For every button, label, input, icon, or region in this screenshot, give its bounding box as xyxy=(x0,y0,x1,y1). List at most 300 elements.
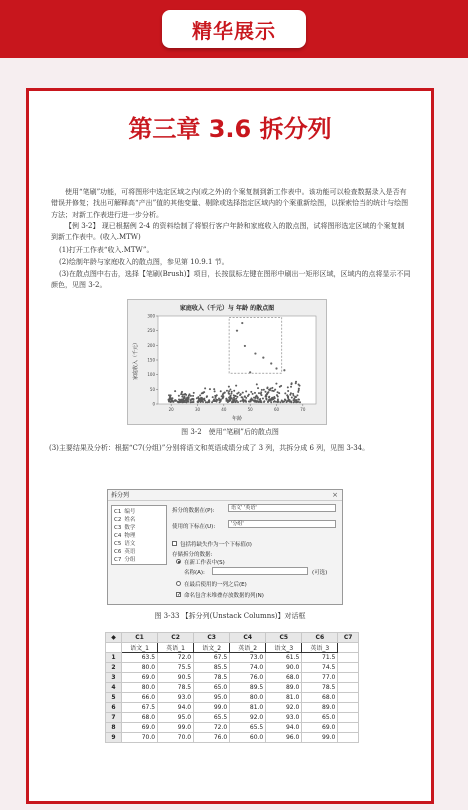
table-row xyxy=(106,713,359,723)
table-cell[interactable]: 75.5 xyxy=(158,663,194,673)
scatter-point xyxy=(256,400,258,402)
subscript-label: 使用的下标在(U): xyxy=(172,524,216,530)
scatter-point xyxy=(248,394,250,396)
scatter-point xyxy=(225,398,227,400)
table-cell[interactable]: 89.0 xyxy=(266,683,302,693)
variable-name: 语文 xyxy=(124,541,136,547)
banner xyxy=(162,10,306,48)
variable-name: 编号 xyxy=(124,509,136,515)
page-fade xyxy=(29,781,431,804)
store-label: 存储拆分的数据: xyxy=(172,552,213,558)
scatter-point xyxy=(192,395,194,397)
scatter-point xyxy=(257,387,259,389)
scatter-point xyxy=(209,388,211,390)
scatter-point xyxy=(261,394,263,396)
table-cell[interactable]: 78.5 xyxy=(158,683,194,693)
scatter-point xyxy=(262,357,264,359)
column-header[interactable]: C1 xyxy=(122,633,158,643)
table-cell[interactable]: 72.0 xyxy=(194,723,230,733)
scatter-point xyxy=(202,401,204,403)
y-tick-label: 50 xyxy=(149,386,155,392)
scatter-point xyxy=(192,399,194,401)
new-sheet-label: 在新工作表中(S) xyxy=(184,560,225,566)
y-axis-label: 家庭收入（千元） xyxy=(133,339,139,381)
scatter-point xyxy=(219,401,221,403)
new-sheet-radio[interactable] xyxy=(176,559,181,564)
table-cell[interactable]: 70.0 xyxy=(158,733,194,743)
scatter-point xyxy=(233,390,235,392)
scatter-point xyxy=(206,396,208,398)
plot-area xyxy=(158,316,316,404)
scatter-point xyxy=(174,400,176,402)
variable-column: C3 xyxy=(114,525,122,531)
table-cell[interactable]: 69.0 xyxy=(122,723,158,733)
scatter-point xyxy=(295,401,297,403)
table-cell[interactable]: 61.5 xyxy=(266,653,302,663)
table-row xyxy=(106,693,359,703)
table-cell[interactable]: 76.0 xyxy=(230,673,266,683)
name-columns-checkbox[interactable]: ✓ xyxy=(177,592,182,598)
y-tick-label: 150 xyxy=(147,357,155,363)
document-page xyxy=(26,88,434,804)
variable-item[interactable] xyxy=(114,508,164,516)
after-last-column-radio[interactable] xyxy=(176,581,181,586)
scatter-point xyxy=(220,398,222,400)
scatter-point xyxy=(270,388,272,390)
variable-name: 物理 xyxy=(124,533,136,539)
scatter-point xyxy=(267,387,269,389)
scatter-plot xyxy=(128,300,326,424)
include-missing-label: 包括将缺失作为一个下标值(I) xyxy=(180,542,252,548)
y-tick-label: 0 xyxy=(152,401,155,407)
table-cell[interactable]: 72.0 xyxy=(158,653,194,663)
scatter-point xyxy=(290,401,292,403)
scatter-point xyxy=(257,397,259,399)
variable-column: C2 xyxy=(114,517,122,523)
scatter-point xyxy=(200,397,202,399)
scatter-point xyxy=(193,392,195,394)
column-header[interactable]: C5 xyxy=(266,633,302,643)
scatter-point xyxy=(259,398,261,400)
variable-item[interactable] xyxy=(114,540,164,548)
variable-item[interactable] xyxy=(114,548,164,556)
column-header[interactable]: C6 xyxy=(302,633,338,643)
scatter-point xyxy=(277,401,279,403)
column-name-cell[interactable]: 英语_3 xyxy=(302,643,338,653)
scatter-point xyxy=(236,393,238,395)
table-cell[interactable]: 65.5 xyxy=(230,723,266,733)
scatter-point xyxy=(273,390,275,392)
table-cell[interactable] xyxy=(338,693,359,703)
table-cell[interactable]: 94.0 xyxy=(158,703,194,713)
scatter-point xyxy=(298,399,300,401)
scatter-point xyxy=(265,395,267,397)
table-row xyxy=(106,653,359,663)
scatter-point xyxy=(231,391,233,393)
scatter-point xyxy=(244,400,246,402)
split-data-input[interactable]: 语文' '英语' xyxy=(228,504,336,512)
row-number[interactable]: 1 xyxy=(106,653,122,663)
table-cell[interactable]: 93.0 xyxy=(266,713,302,723)
table-cell[interactable]: 99.0 xyxy=(158,723,194,733)
scatter-point xyxy=(252,393,254,395)
scatter-figure xyxy=(127,299,327,425)
variable-item[interactable] xyxy=(114,524,164,532)
table-cell[interactable]: 65.0 xyxy=(194,683,230,693)
scatter-point xyxy=(203,398,205,400)
scatter-point xyxy=(294,396,296,398)
row-number[interactable]: 9 xyxy=(106,733,122,743)
table-cell[interactable]: 68.0 xyxy=(122,713,158,723)
scatter-point xyxy=(185,394,187,396)
variable-column: C1 xyxy=(114,509,122,515)
scatter-point xyxy=(253,397,255,399)
column-header[interactable]: C7 xyxy=(338,633,359,643)
table-cell[interactable]: 92.0 xyxy=(230,713,266,723)
x-tick-label: 60 xyxy=(273,407,280,412)
table-cell[interactable]: 89.0 xyxy=(302,703,338,713)
scatter-point xyxy=(256,383,258,385)
row-number[interactable]: 7 xyxy=(106,713,122,723)
scatter-point xyxy=(281,399,283,401)
table-row xyxy=(106,723,359,733)
figure-3-2-caption: 图 3-2 使用“笔刷”后的散点图 xyxy=(181,428,279,436)
scatter-point xyxy=(261,389,263,391)
scatter-point xyxy=(213,388,215,390)
table-cell[interactable]: 80.0 xyxy=(122,683,158,693)
column-name-cell[interactable]: 英语_2 xyxy=(230,643,266,653)
table-cell[interactable]: 81.0 xyxy=(230,703,266,713)
scatter-point xyxy=(199,394,201,396)
scatter-point xyxy=(170,397,172,399)
subscript-input[interactable]: '分组' xyxy=(228,520,336,528)
scatter-point xyxy=(228,386,230,388)
paragraph-step-3: (3)在散点图中右击，选择【笔刷(Brush)】项目，长按鼠标左键在图形中刷出一矩形区域，区域内的点将显示不同颜色，见图 3-2。 xyxy=(51,270,411,290)
scatter-point xyxy=(233,397,235,399)
scatter-point xyxy=(259,401,261,403)
table-cell[interactable]: 99.0 xyxy=(302,733,338,743)
scatter-point xyxy=(245,390,247,392)
column-header[interactable]: C2 xyxy=(158,633,194,643)
scatter-point xyxy=(197,396,199,398)
scatter-point xyxy=(269,400,271,402)
close-icon[interactable]: × xyxy=(332,491,338,499)
x-tick-label: 50 xyxy=(247,407,253,412)
scatter-point xyxy=(297,391,299,393)
variable-item[interactable] xyxy=(114,532,164,540)
row-number[interactable]: 4 xyxy=(106,683,122,693)
variable-column: C5 xyxy=(114,541,122,547)
y-tick-label: 200 xyxy=(147,342,155,348)
table-cell[interactable]: 90.0 xyxy=(266,663,302,673)
table-cell[interactable]: 67.5 xyxy=(122,703,158,713)
worksheet-table xyxy=(105,632,359,743)
chapter-title: 第三章 3.6 拆分列 xyxy=(128,115,332,143)
sheet-name-input[interactable] xyxy=(212,567,308,575)
scatter-point xyxy=(188,396,190,398)
scatter-point xyxy=(214,390,216,392)
scatter-point xyxy=(287,386,289,388)
scatter-point xyxy=(214,400,216,402)
variable-item[interactable] xyxy=(114,516,164,524)
scatter-point xyxy=(287,397,289,399)
scatter-point xyxy=(277,396,279,398)
scatter-point xyxy=(280,385,282,387)
y-tick-label: 100 xyxy=(147,372,155,378)
scatter-point xyxy=(183,397,185,399)
scatter-point xyxy=(262,397,264,399)
scatter-point xyxy=(226,390,228,392)
scatter-point xyxy=(275,383,277,385)
scatter-point xyxy=(250,391,252,393)
scatter-point xyxy=(256,395,258,397)
scatter-point xyxy=(228,390,230,392)
scatter-point xyxy=(187,401,189,403)
table-cell[interactable]: 78.5 xyxy=(302,683,338,693)
table-cell[interactable]: 81.0 xyxy=(266,693,302,703)
x-axis-label: 年龄 xyxy=(231,416,243,422)
variable-name: 姓名 xyxy=(124,517,136,523)
column-header[interactable]: C3 xyxy=(194,633,230,643)
paragraph-step-2: (2)绘制年龄与家庭收入的散点图，参见第 10.9.1 节。 xyxy=(59,258,229,266)
table-cell[interactable] xyxy=(338,663,359,673)
scatter-point xyxy=(189,393,191,395)
scatter-point xyxy=(296,394,298,396)
column-name-cell[interactable] xyxy=(338,643,359,653)
variable-name: 分组 xyxy=(124,557,136,563)
scatter-point xyxy=(188,398,190,400)
table-cell[interactable]: 69.0 xyxy=(122,673,158,683)
scatter-point xyxy=(268,396,270,398)
scatter-point xyxy=(284,392,286,394)
scatter-point xyxy=(293,401,295,403)
scatter-point xyxy=(275,367,277,369)
variable-name: 英语 xyxy=(124,549,136,555)
table-cell[interactable]: 66.0 xyxy=(122,693,158,703)
table-cell[interactable] xyxy=(338,723,359,733)
scatter-point xyxy=(208,401,210,403)
scatter-point xyxy=(230,393,232,395)
table-cell[interactable]: 63.5 xyxy=(122,653,158,663)
table-cell[interactable]: 90.5 xyxy=(158,673,194,683)
scatter-point xyxy=(263,401,265,403)
scatter-point xyxy=(172,401,174,403)
table-row xyxy=(106,733,359,743)
scatter-point xyxy=(283,401,285,403)
table-cell[interactable]: 71.5 xyxy=(302,653,338,663)
scatter-point xyxy=(236,330,238,332)
scatter-point xyxy=(174,390,176,392)
unstack-dialog xyxy=(107,489,343,605)
row-number[interactable]: 2 xyxy=(106,663,122,673)
scatter-point xyxy=(266,398,268,400)
table-cell[interactable]: 68.0 xyxy=(302,693,338,703)
scatter-point xyxy=(183,401,185,403)
column-name-cell[interactable]: 英语_1 xyxy=(158,643,194,653)
scatter-point xyxy=(181,391,183,393)
x-tick-label: 70 xyxy=(300,407,306,412)
table-cell[interactable]: 78.5 xyxy=(194,673,230,683)
row-number[interactable]: 3 xyxy=(106,673,122,683)
scatter-point xyxy=(220,390,222,392)
scatter-point xyxy=(299,401,301,403)
scatter-point xyxy=(170,401,172,403)
x-tick-label: 20 xyxy=(168,407,174,412)
table-row xyxy=(106,683,359,693)
x-tick-label: 30 xyxy=(194,407,201,412)
scatter-point xyxy=(290,386,292,388)
scatter-point xyxy=(254,352,256,354)
paragraph-step-1: (1)打开工作表“收入.MTW”。 xyxy=(59,246,154,254)
scatter-point xyxy=(215,395,217,397)
scatter-point xyxy=(270,401,272,403)
scatter-point xyxy=(295,399,297,401)
scatter-point xyxy=(226,400,228,402)
sheet-name-label: 名称(A): xyxy=(184,570,205,576)
scatter-point xyxy=(286,394,288,396)
scatter-point xyxy=(240,393,242,395)
name-row-corner xyxy=(106,643,122,653)
scatter-point xyxy=(264,391,266,393)
scatter-point xyxy=(228,393,230,395)
banner-title: 精华展示 xyxy=(192,18,276,43)
table-cell[interactable]: 69.0 xyxy=(302,723,338,733)
scatter-point xyxy=(241,322,243,324)
scatter-point xyxy=(192,401,194,403)
table-cell[interactable]: 70.0 xyxy=(122,733,158,743)
scatter-point xyxy=(279,401,281,403)
column-name-cell[interactable]: 语文_2 xyxy=(194,643,230,653)
scatter-point xyxy=(293,394,295,396)
table-cell[interactable]: 93.0 xyxy=(158,693,194,703)
scatter-point xyxy=(254,392,256,394)
scatter-point xyxy=(291,397,293,399)
scatter-point xyxy=(178,401,180,403)
table-cell[interactable]: 95.0 xyxy=(158,713,194,723)
table-row xyxy=(106,673,359,683)
table-row xyxy=(106,663,359,673)
scatter-point xyxy=(216,401,218,403)
table-cell[interactable] xyxy=(338,733,359,743)
table-cell[interactable]: 67.5 xyxy=(194,653,230,663)
paragraph-intro: 使用“笔刷”功能，可将图形中选定区域之内(或之外)的个案复制到新工作表中。该功能可以检查数据录入是否有错误并修复；找出可解释高“产出”值的其他变量、剔除或选择指定区域内的个案重新绘图，以探索恰当的统计与绘图方法；对新工作表进行进一步分析。 xyxy=(51,188,409,219)
scatter-point xyxy=(271,397,273,399)
scatter-point xyxy=(236,396,238,398)
table-cell[interactable]: 74.0 xyxy=(230,663,266,673)
table-cell[interactable]: 74.5 xyxy=(302,663,338,673)
column-name-cell[interactable]: 语文_1 xyxy=(122,643,158,653)
scatter-point xyxy=(216,399,218,401)
scatter-point xyxy=(232,401,234,403)
column-header[interactable]: C4 xyxy=(230,633,266,643)
table-cell[interactable]: 77.0 xyxy=(302,673,338,683)
sheet-corner[interactable]: ◆ xyxy=(106,633,122,643)
table-cell[interactable]: 76.0 xyxy=(194,733,230,743)
scatter-point xyxy=(267,391,269,393)
table-cell[interactable]: 99.0 xyxy=(194,703,230,713)
include-missing-checkbox[interactable] xyxy=(172,541,177,546)
variable-column: C4 xyxy=(114,533,122,539)
scatter-point xyxy=(250,397,252,399)
table-row xyxy=(106,703,359,713)
table-cell[interactable] xyxy=(338,673,359,683)
row-number[interactable]: 5 xyxy=(106,693,122,703)
scatter-point xyxy=(236,400,238,402)
scatter-point xyxy=(229,400,231,402)
scatter-point xyxy=(224,391,226,393)
row-number[interactable]: 8 xyxy=(106,723,122,733)
scatter-point xyxy=(298,384,300,386)
dialog-title: 拆分列 xyxy=(111,492,130,499)
scatter-point xyxy=(202,392,204,394)
figure-3-33-caption: 图 3-33 【拆分列(Unstack Columns)】对话框 xyxy=(154,612,306,620)
variable-item[interactable] xyxy=(114,556,164,564)
scatter-point xyxy=(298,389,300,391)
paragraph-example: 【例 3-2】 现已根据例 2-4 的资料绘制了将银行客户年龄和家庭收入的散点图，试将图形选定区域的个案复制到新工作表中。(收入.MTW) xyxy=(51,222,405,242)
scatter-point xyxy=(252,399,254,401)
x-tick-label: 40 xyxy=(221,407,227,412)
variable-column: C6 xyxy=(114,549,122,555)
scatter-point xyxy=(229,389,231,391)
scatter-point xyxy=(248,401,250,403)
row-number[interactable]: 6 xyxy=(106,703,122,713)
table-cell[interactable]: 96.0 xyxy=(266,733,302,743)
scatter-point xyxy=(168,400,170,402)
dialog-title-bar xyxy=(108,490,342,501)
scatter-point xyxy=(204,387,206,389)
table-cell[interactable]: 68.0 xyxy=(266,673,302,683)
scatter-point xyxy=(290,392,292,394)
table-cell[interactable]: 85.5 xyxy=(194,663,230,673)
scatter-point xyxy=(232,399,234,401)
scatter-point xyxy=(240,400,242,402)
y-tick-label: 250 xyxy=(147,328,155,334)
scatter-point xyxy=(290,383,292,385)
table-cell[interactable]: 73.0 xyxy=(230,653,266,663)
table-cell[interactable]: 89.5 xyxy=(230,683,266,693)
scatter-point xyxy=(185,399,187,401)
table-cell[interactable]: 80.0 xyxy=(122,663,158,673)
table-cell[interactable]: 65.0 xyxy=(302,713,338,723)
variable-name: 数学 xyxy=(124,525,136,531)
table-cell[interactable] xyxy=(338,683,359,693)
scatter-point xyxy=(266,393,268,395)
table-cell[interactable]: 92.0 xyxy=(266,703,302,713)
scatter-point xyxy=(170,394,172,396)
after-last-column-label: 在最后使用的一列之后(E) xyxy=(184,582,247,588)
scatter-point xyxy=(244,345,246,347)
table-cell[interactable]: 60.0 xyxy=(230,733,266,743)
scatter-point xyxy=(242,398,244,400)
table-cell[interactable]: 80.0 xyxy=(230,693,266,703)
table-cell[interactable]: 65.5 xyxy=(194,713,230,723)
table-cell[interactable] xyxy=(338,713,359,723)
scatter-point xyxy=(255,400,257,402)
table-cell[interactable] xyxy=(338,653,359,663)
column-name-cell[interactable]: 语文_3 xyxy=(266,643,302,653)
scatter-point xyxy=(271,387,273,389)
variable-column: C7 xyxy=(114,557,122,563)
variable-list[interactable] xyxy=(111,505,167,565)
scatter-point xyxy=(190,395,192,397)
table-cell[interactable] xyxy=(338,703,359,713)
scatter-point xyxy=(212,396,214,398)
table-cell[interactable]: 94.0 xyxy=(266,723,302,733)
scatter-point xyxy=(182,394,184,396)
table-cell[interactable]: 95.0 xyxy=(194,693,230,703)
scatter-point xyxy=(242,392,244,394)
chart-title: 家庭收入（千元）与 年龄 的散点图 xyxy=(179,305,275,312)
